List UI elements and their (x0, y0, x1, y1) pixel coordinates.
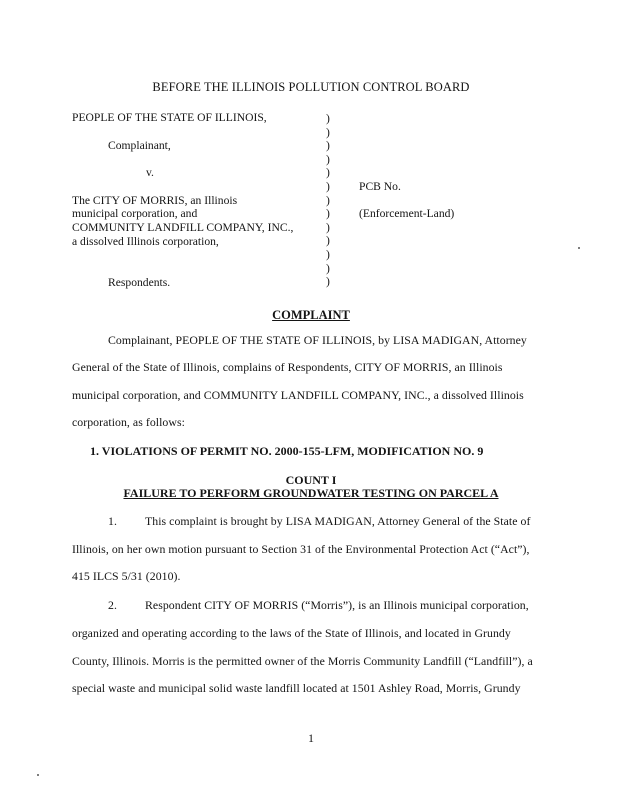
section-heading: 1. VIOLATIONS OF PERMIT NO. 2000-155-LFM, MODIFICATION NO. 9 (90, 444, 484, 458)
paren: ) (326, 125, 330, 139)
paren: ) (326, 112, 330, 125)
paren: ) (326, 139, 330, 153)
caption-defendant-line: The CITY OF MORRIS, an Illinois (72, 194, 238, 207)
paren: ) (326, 179, 330, 193)
paragraph-line: organized and operating according to the laws of the State of Illinois, and located in Grundy (72, 626, 511, 640)
count-subtitle: FAILURE TO PERFORM GROUNDWATER TESTING ON PARCEL A (123, 486, 499, 500)
caption-plaintiff-role: Complainant, (108, 139, 171, 152)
caption-defendant-line: COMMUNITY LANDFILL COMPANY, INC., (72, 221, 294, 234)
paren: ) (326, 261, 330, 275)
paren: ) (326, 166, 330, 180)
paren: ) (326, 152, 330, 166)
caption-versus: v. (146, 166, 154, 179)
scan-speck (578, 247, 580, 249)
paren: ) (326, 234, 330, 248)
intro-line: corporation, as follows: (72, 415, 185, 429)
paren: ) (326, 247, 330, 261)
paragraph-line: This complaint is brought by LISA MADIGAN, Attorney General of the State of (145, 514, 531, 528)
caption-defendant-line: a dissolved Illinois corporation, (72, 235, 219, 248)
caption-parentheses (326, 112, 336, 289)
caption-defendant-role: Respondents. (108, 276, 171, 289)
complaint-heading: COMPLAINT (272, 308, 350, 322)
board-title: BEFORE THE ILLINOIS POLLUTION CONTROL BOARD (152, 80, 470, 94)
paragraph-line: 415 ILCS 5/31 (2010). (72, 569, 181, 583)
intro-line: municipal corporation, and COMMUNITY LANDFILL COMPANY, INC., a dissolved Illinois (72, 388, 524, 402)
intro-line: Complainant, PEOPLE OF THE STATE OF ILLINOIS, by LISA MADIGAN, Attorney (108, 333, 527, 347)
paren: ) (326, 275, 330, 289)
paragraph-line: special waste and municipal solid waste landfill located at 1501 Ashley Road, Morris, Grundy (72, 681, 521, 695)
case-number-label: PCB No. (359, 180, 401, 193)
paren: ) (326, 193, 330, 207)
caption-defendant-line: municipal corporation, and (72, 207, 198, 220)
paragraph-line: County, Illinois. Morris is the permitted owner of the Morris Community Landfill (“Landfill”), a (72, 654, 533, 668)
count-title: COUNT I (285, 473, 337, 487)
case-type: (Enforcement-Land) (359, 207, 455, 220)
scan-speck (37, 774, 39, 776)
paren: ) (326, 220, 330, 234)
caption-plaintiff: PEOPLE OF THE STATE OF ILLINOIS, (72, 111, 267, 124)
intro-line: General of the State of Illinois, complains of Respondents, CITY OF MORRIS, an Illinois (72, 360, 503, 374)
paragraph-line: Illinois, on her own motion pursuant to Section 31 of the Environmental Protection Act (“Act”), (72, 542, 530, 556)
paragraph-number: 2. (108, 598, 117, 612)
paragraph-line: Respondent CITY OF MORRIS (“Morris”), is an Illinois municipal corporation, (145, 598, 529, 612)
paragraph-number: 1. (108, 514, 117, 528)
paren: ) (326, 207, 330, 221)
page-number: 1 (308, 731, 314, 745)
